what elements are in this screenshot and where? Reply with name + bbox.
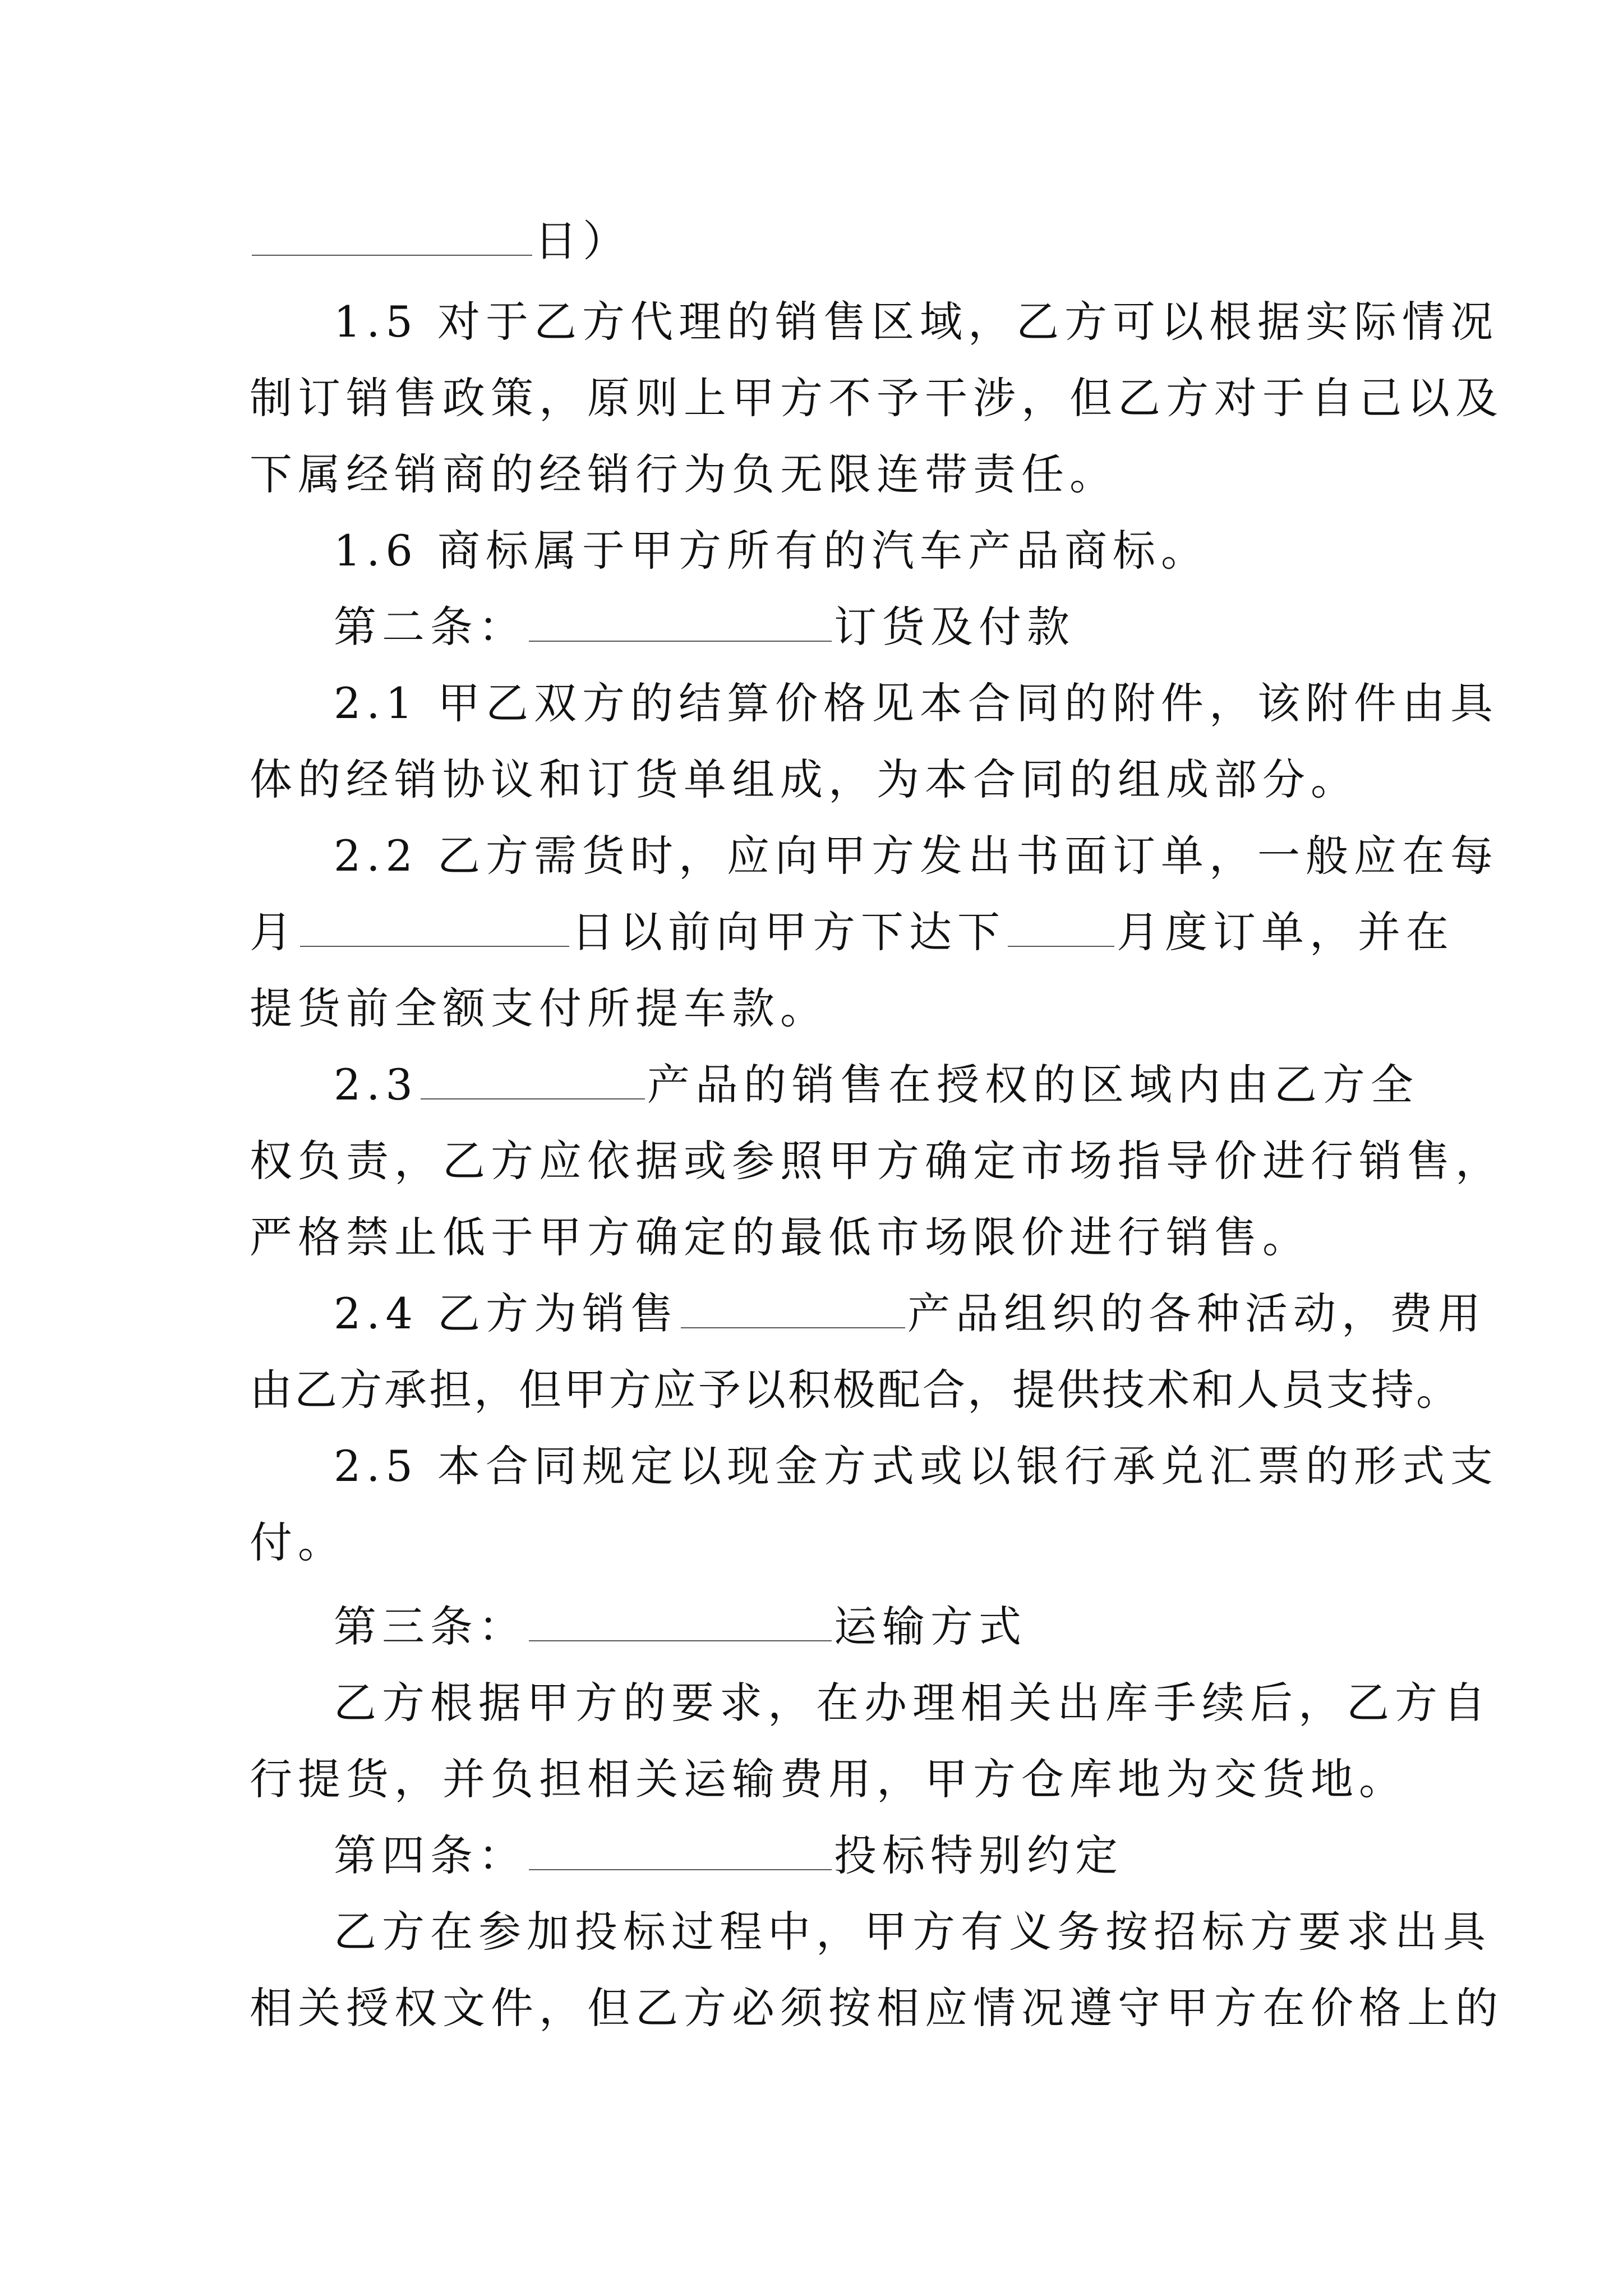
article-4-line-1: 乙方在参加投标过程中，甲方有义务按招标方要求出具 [334, 1907, 1491, 1957]
clause-2-3-line-1 [334, 1051, 1419, 1119]
line-text-post: 产品的销售在授权的区域内由乙方全 [647, 1060, 1419, 1110]
clause-2-2-line-1: 2.2 乙方需货时，应向甲方发出书面订单，一般应在每 [334, 831, 1499, 881]
date-fill-line [250, 208, 631, 275]
date-day-blank[interactable] [252, 220, 532, 256]
article-2-heading [334, 593, 1075, 661]
product-blank-1[interactable] [421, 1064, 645, 1099]
article-4-line-2: 相关授权文件，但乙方必须按相应情况遵守甲方在价格上的 [250, 1983, 1504, 2033]
line-text-post: 产品组织的各种活动，费用 [907, 1289, 1487, 1338]
line-text-post: 月度订单，并在 [1117, 907, 1454, 957]
line-text-pre: 2.4 乙方为销售 [334, 1289, 679, 1338]
line-text-post: 日） [534, 216, 631, 266]
clause-1-5-line-2: 制订销售政策，原则上甲方不予干涉，但乙方对于自己以及 [250, 373, 1504, 423]
article-3-blank[interactable] [529, 1605, 832, 1641]
line-text-post: 投标特别约定 [834, 1830, 1123, 1880]
article-3-heading [334, 1593, 1027, 1660]
line-text-mid: 日以前向甲方下达下 [571, 907, 1006, 957]
article-2-blank[interactable] [529, 606, 832, 642]
clause-2-1-line-2: 体的经销协议和订货单组成，为本合同的组成部分。 [250, 754, 1359, 804]
clause-2-3-line-2: 权负责，乙方应依据或参照甲方确定市场指导价进行销售， [250, 1136, 1504, 1186]
article-4-blank[interactable] [529, 1834, 832, 1870]
clause-2-2-line-2 [250, 899, 1454, 966]
clause-2-4-line-2: 由乙方承担，但甲方应予以积极配合，提供技术和人员支持。 [250, 1365, 1461, 1415]
line-text-pre: 2.3 [334, 1060, 418, 1110]
line-text-pre: 月 [250, 907, 298, 957]
clause-2-3-line-3: 严格禁止低于甲方确定的最低市场限价进行销售。 [250, 1212, 1311, 1262]
article-3-line-1: 乙方根据甲方的要求，在办理相关出库手续后，乙方自 [334, 1678, 1491, 1728]
clause-2-5-line-1: 2.5 本合同规定以现金方式或以银行承兑汇票的形式支 [334, 1441, 1499, 1491]
order-day-blank[interactable] [300, 911, 569, 947]
line-text-pre: 第四条： [334, 1830, 527, 1880]
order-month-blank[interactable] [1008, 911, 1114, 947]
clause-1-5-line-1: 1.5 对于乙方代理的销售区域，乙方可以根据实际情况 [334, 297, 1499, 347]
clause-2-4-line-1 [334, 1280, 1486, 1347]
line-text-post: 订货及付款 [834, 602, 1075, 652]
clause-1-6-line: 1.6 商标属于甲方所有的汽车产品商标。 [334, 526, 1210, 576]
line-text-pre: 第三条： [334, 1602, 527, 1651]
clause-2-2-line-3: 提货前全额支付所提车款。 [250, 983, 828, 1033]
article-3-line-2: 行提货，并负担相关运输费用，甲方仓库地为交货地。 [250, 1754, 1407, 1804]
clause-2-1-line-1: 2.1 甲乙双方的结算价格见本合同的附件，该附件由具 [334, 678, 1499, 728]
line-text-pre: 第二条： [334, 602, 527, 652]
clause-2-5-line-2: 付。 [250, 1517, 346, 1567]
product-blank-2[interactable] [681, 1292, 905, 1328]
line-text-post: 运输方式 [834, 1602, 1027, 1651]
clause-1-5-line-3: 下属经销商的经销行为负无限连带责任。 [250, 449, 1118, 499]
article-4-heading [334, 1822, 1123, 1889]
